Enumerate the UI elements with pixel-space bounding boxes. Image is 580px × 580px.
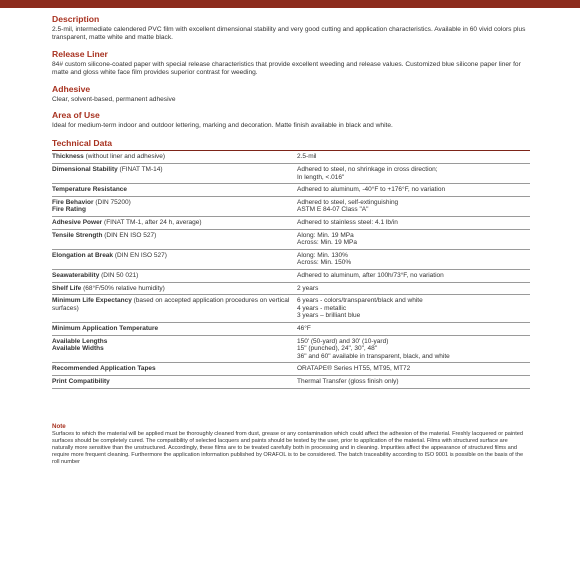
property-label-secondary: Fire Rating bbox=[52, 206, 86, 214]
value-cell: 6 years - colors/transparent/black and white 4 years - metallic 3 years – brilliant blue bbox=[297, 297, 423, 320]
property-cell bbox=[52, 282, 297, 295]
value-cell: ORATAPE® Series HT55, MT95, MT72 bbox=[297, 365, 411, 373]
section-title: Release Liner bbox=[52, 48, 108, 59]
property-qualifier: (DIN 75200) bbox=[93, 198, 131, 206]
property-qualifier: (DIN EN ISO 527) bbox=[113, 251, 167, 259]
table-row bbox=[52, 217, 530, 230]
datasheet bbox=[52, 14, 530, 466]
technical-data-title: Technical Data bbox=[52, 138, 113, 149]
value-cell: Along: Min. 19 MPa Across: Min. 19 MPa bbox=[297, 231, 357, 247]
property-cell bbox=[52, 269, 297, 282]
property-label: Adhesive Power bbox=[52, 219, 103, 226]
property-label: Elongation at Break bbox=[52, 251, 114, 259]
section-body: Clear, solvent-based, permanent adhesive bbox=[52, 95, 176, 103]
table-row bbox=[52, 335, 530, 363]
table-row bbox=[52, 184, 530, 197]
property-cell bbox=[52, 375, 297, 388]
table-row bbox=[52, 151, 530, 163]
table-row bbox=[52, 322, 530, 335]
property-label: Seawaterability bbox=[52, 271, 100, 279]
note-body: Surfaces to which the material will be applied must be thoroughly cleaned from dust, grease or any contamination which could affect the adhesion of the material. Freshly lacquered or painted surfaces should be completely cured. The compatibility of selected lacquers and paints should be tested by the user, prior to application of the material. Films with structured surface are naturally more sensitive than the unstructured. Accordingly, these films are to be treated carefully both in processing and in cleaning. Impurities affect the appearance of structured films and require more frequent cleaning. Furthermore the application information published by ORAFOL is to be considered. The batch traceability according to ISO 9001 is possible on the basis of the roll number bbox=[52, 430, 524, 465]
value-cell: 150' (50-yard) and 30' (10-yard) 15" (punched), 24", 30", 48" 36" and 60" available in transparent, black, and white bbox=[297, 337, 450, 360]
property-cell bbox=[52, 164, 297, 184]
property-qualifier: (DIN EN ISO 527) bbox=[102, 231, 157, 239]
sections bbox=[52, 14, 530, 130]
property-label: Thickness bbox=[52, 153, 84, 161]
section-title: Description bbox=[52, 14, 100, 24]
property-cell bbox=[52, 363, 297, 376]
property-label: Dimensional Stability bbox=[52, 166, 118, 174]
property-label: Tensile Strength bbox=[52, 231, 103, 239]
section-body: 2.5-mil, intermediate calendered PVC film with excellent dimensional stability and very good cutting and application characteristics. Available in 60 vivid colors plus transparent, matte white and matte black. bbox=[52, 26, 526, 42]
table-row bbox=[52, 363, 530, 376]
value-cell: 46°F bbox=[297, 324, 311, 332]
property-cell bbox=[52, 295, 297, 323]
property-cell bbox=[52, 217, 297, 230]
property-cell bbox=[52, 151, 297, 163]
property-cell bbox=[52, 335, 297, 363]
property-qualifier: (FINAT TM-14) bbox=[117, 166, 163, 174]
note-title: Note bbox=[52, 422, 66, 430]
section-body: 84# custom silicone-coated paper with special release characteristics that provide excellent weeding and release values. Customized blue silicone paper liner for matte and gloss white face film provides superior contrast for weeding. bbox=[52, 60, 521, 77]
property-cell bbox=[52, 196, 297, 216]
value-cell: Adhered to steel, self-extinguishing ASTM E 84-07 Class "A" bbox=[297, 198, 399, 214]
value-cell: 2.5-mil bbox=[297, 153, 317, 161]
section-title: Area of Use bbox=[52, 110, 100, 121]
value-cell: Thermal Transfer (gloss finish only) bbox=[297, 377, 399, 385]
table-row bbox=[52, 375, 530, 388]
property-qualifier: (based on accepted application procedures on vertical surfaces) bbox=[52, 297, 290, 312]
table-row bbox=[52, 282, 530, 295]
table-row bbox=[52, 295, 530, 323]
technical-data-table bbox=[52, 151, 530, 388]
table-row bbox=[52, 229, 530, 249]
value-cell: Along: Min. 130% Across: Min. 150% bbox=[297, 251, 352, 267]
section-title: Adhesive bbox=[52, 83, 91, 94]
property-qualifier: (FINAT TM-1, after 24 h, average) bbox=[102, 219, 202, 226]
value-cell: Adhered to steel, no shrinkage in cross direction; In length, <.016" bbox=[297, 166, 438, 181]
property-cell bbox=[52, 249, 297, 269]
value-cell: Adhered to stainless steel: 4.1 lb/in bbox=[297, 219, 398, 226]
property-cell bbox=[52, 322, 297, 335]
table-row bbox=[52, 196, 530, 216]
table-row bbox=[52, 164, 530, 184]
table-row bbox=[52, 249, 530, 269]
property-label: Minimum Application Temperature bbox=[52, 324, 159, 332]
property-qualifier: (without liner and adhesive) bbox=[83, 153, 166, 161]
section-body: Ideal for medium-term indoor and outdoor lettering, marking and decoration. Matte finish available in black and white. bbox=[52, 122, 393, 130]
property-label: Available Lengths bbox=[52, 337, 108, 345]
property-label-secondary: Available Widths bbox=[52, 345, 104, 353]
property-qualifier: (68°F/50% relative humidity) bbox=[81, 284, 165, 292]
property-label: Minimum Life Expectancy bbox=[52, 297, 132, 305]
table-row bbox=[52, 269, 530, 282]
value-cell: 2 years bbox=[297, 284, 319, 292]
property-label: Print Compatibility bbox=[52, 377, 110, 385]
property-label: Shelf Life bbox=[52, 284, 82, 292]
property-cell bbox=[52, 229, 297, 249]
value-cell: Adhered to aluminum, after 100h/73°F, no variation bbox=[297, 271, 444, 279]
property-label: Temperature Resistance bbox=[52, 186, 128, 194]
property-qualifier: (DIN 50 021) bbox=[99, 271, 139, 279]
property-cell bbox=[52, 184, 297, 197]
value-cell: Adhered to aluminum, -40°F to +176°F, no variation bbox=[297, 186, 446, 194]
property-label: Fire Behavior bbox=[52, 198, 94, 206]
property-label: Recommended Application Tapes bbox=[52, 365, 156, 373]
header-bar bbox=[0, 0, 580, 8]
